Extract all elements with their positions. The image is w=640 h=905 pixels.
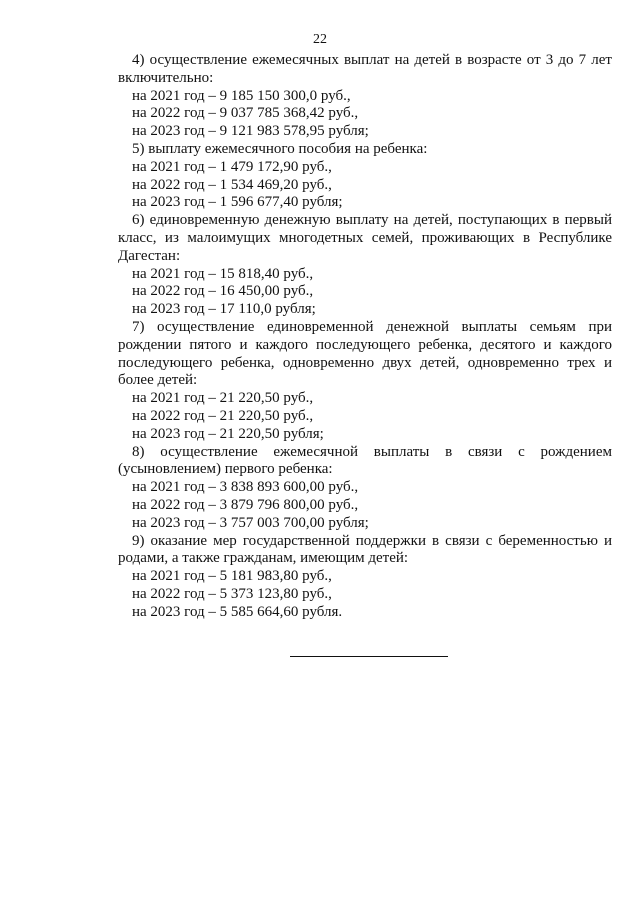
- section-heading: 5) выплату ежемесячного пособия на ребенка:: [132, 140, 428, 157]
- section-heading: 6) единовременную денежную выплату на детей, поступающих в первый класс, из малоимущих многодетных семей, проживающих в Республике Дагестан:: [118, 212, 612, 264]
- closing-divider: [290, 656, 448, 657]
- amount-line-2021: на 2021 год – 3 838 893 600,00 руб.,: [132, 479, 359, 496]
- amount-line-2021: на 2021 год – 1 479 172,90 руб.,: [132, 158, 332, 175]
- amount-line-2021: на 2021 год – 9 185 150 300,0 руб.,: [132, 87, 351, 104]
- section-heading: 7) осуществление единовременной денежной выплаты семьям при рождении пятого и каждого последующего ребенка, десятого и каждого последующего ребенка, одновременно двух детей, одновременно трех и более детей:: [118, 318, 612, 389]
- section-5: [118, 141, 612, 212]
- section-heading: 8) осуществление ежемесячной выплаты в связи с рождением (усыновлением) первого ребенка:: [118, 443, 612, 478]
- amount-line-2022: на 2022 год – 16 450,00 руб.,: [132, 283, 314, 300]
- amount-line-2021: на 2021 год – 21 220,50 руб.,: [132, 390, 314, 407]
- amount-line-2022: на 2022 год – 21 220,50 руб.,: [132, 407, 314, 424]
- amount-line-2023: на 2023 год – 21 220,50 рубля;: [132, 425, 324, 442]
- section-7: [118, 319, 612, 444]
- amount-line-2022: на 2022 год – 5 373 123,80 руб.,: [132, 585, 332, 602]
- document-body: [118, 52, 612, 622]
- amount-line-2023: на 2023 год – 17 110,0 рубля;: [132, 301, 316, 318]
- page-number: 22: [313, 32, 327, 47]
- amount-line-2022: на 2022 год – 3 879 796 800,00 руб.,: [132, 496, 359, 513]
- section-9: [118, 533, 612, 622]
- section-heading: 9) оказание мер государственной поддержки в связи с беременностью и родами, а также гражданам, имеющим детей:: [118, 532, 612, 567]
- section-6: [118, 212, 612, 319]
- amount-line-2021: на 2021 год – 5 181 983,80 руб.,: [132, 568, 332, 585]
- amount-line-2022: на 2022 год – 1 534 469,20 руб.,: [132, 176, 332, 193]
- amount-line-2022: на 2022 год – 9 037 785 368,42 руб.,: [132, 105, 359, 122]
- section-4: [118, 52, 612, 141]
- section-8: [118, 444, 612, 533]
- amount-line-2023: на 2023 год – 3 757 003 700,00 рубля;: [132, 514, 369, 531]
- amount-line-2023: на 2023 год – 5 585 664,60 рубля.: [132, 603, 343, 620]
- amount-line-2021: на 2021 год – 15 818,40 руб.,: [132, 265, 314, 282]
- amount-line-2023: на 2023 год – 9 121 983 578,95 рубля;: [132, 123, 369, 140]
- section-heading: 4) осуществление ежемесячных выплат на детей в возрасте от 3 до 7 лет включительно:: [118, 52, 612, 86]
- amount-line-2023: на 2023 год – 1 596 677,40 рубля;: [132, 194, 343, 211]
